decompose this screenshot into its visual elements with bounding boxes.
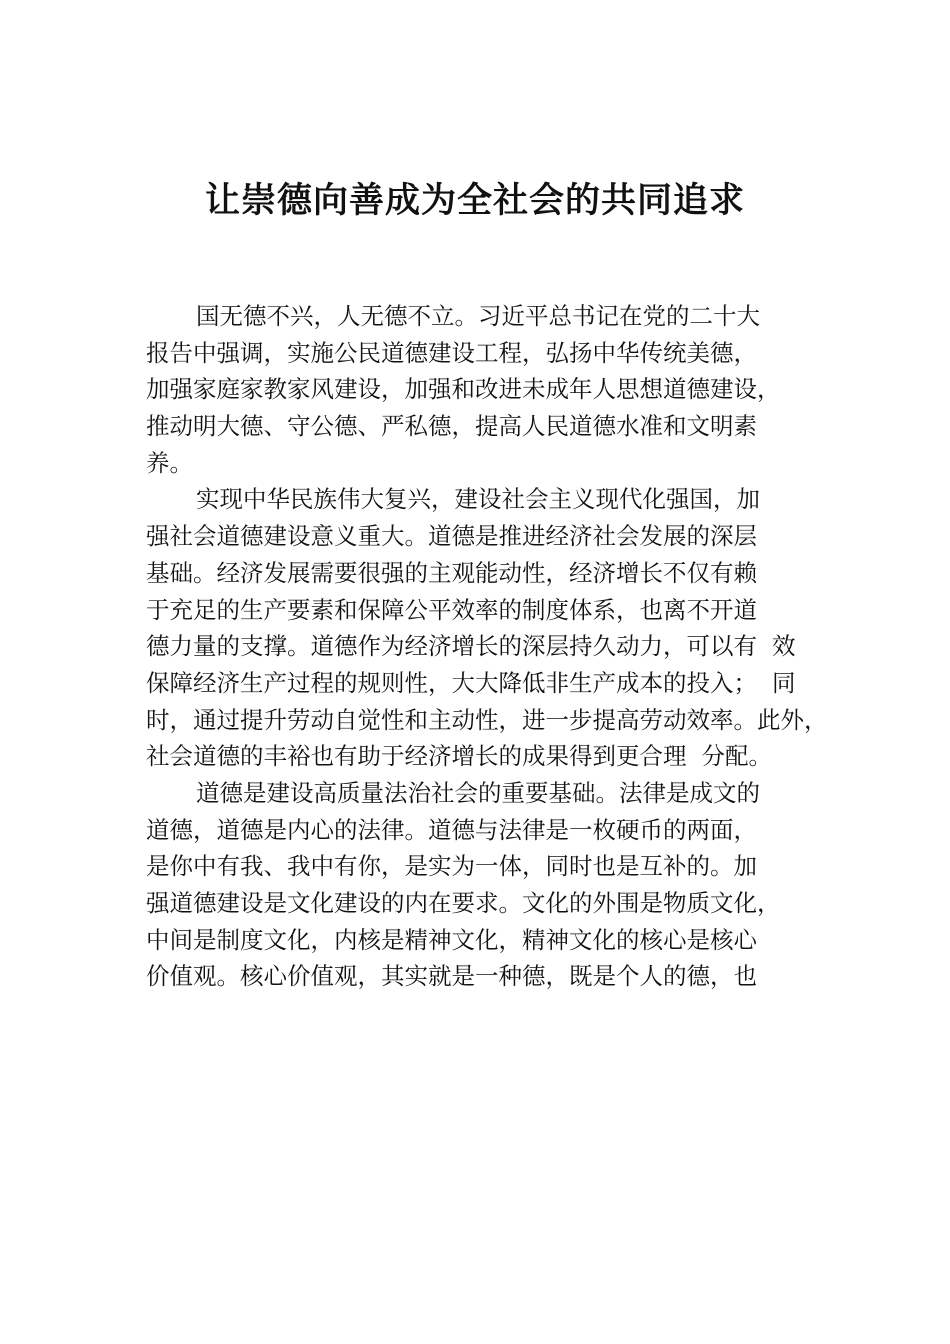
- text-line: 道德，道德是内心的法律。道德与法律是一枚硬币的两面，: [146, 815, 757, 844]
- text-line: 强道德建设是文化建设的内在要求。文化的外围是物质文化，: [146, 889, 781, 917]
- paragraph-3: [146, 775, 846, 995]
- text-line: 于充足的生产要素和保障公平效率的制度体系，也离不开道: [146, 595, 757, 624]
- text-line: 中间是制度文化，内核是精神文化，精神文化的核心是核心: [146, 925, 757, 954]
- text-line: 加强家庭家教家风建设，加强和改进未成年人思想道德建设，: [146, 375, 781, 404]
- document-title: 让崇德向善成为全社会的共同追求: [204, 180, 745, 221]
- text-line: 道德是建设高质量法治社会的重要基础。法律是成文的: [196, 778, 760, 807]
- text-line: 社会道德的丰裕也有助于经济增长的成果得到更合理 分配。: [146, 742, 772, 771]
- paragraph-1: [146, 298, 846, 481]
- text-line: 报告中强调，实施公民道德建设工程，弘扬中华传统美德，: [146, 338, 757, 367]
- text-line: 保障经济生产过程的规则性，大大降低非生产成本的投入； 同: [146, 668, 796, 697]
- text-line: 国无德不兴，人无德不立。习近平总书记在党的二十大: [196, 302, 760, 330]
- text-line: 基础。经济发展需要很强的主观能动性，经济增长不仅有赖: [146, 558, 757, 587]
- text-line: 强社会道德建设意义重大。道德是推进经济社会发展的深层: [146, 522, 757, 551]
- text-line: 实现中华民族伟大复兴，建设社会主义现代化强国，加: [196, 485, 760, 514]
- text-line: 价值观。核心价值观，其实就是一种德，既是个人的德，也: [146, 962, 757, 991]
- text-line: 时，通过提升劳动自觉性和主动性，进一步提高劳动效率。此外，: [146, 705, 828, 734]
- text-line: 养。: [146, 448, 193, 477]
- text-line: 是你中有我、我中有你，是实为一体，同时也是互补的。加: [146, 852, 757, 881]
- text-line: 推动明大德、守公德、严私德，提高人民道德水准和文明素: [146, 412, 757, 441]
- document-body: [146, 298, 846, 995]
- text-line: 德力量的支撑。道德作为经济增长的深层持久动力，可以有 效: [146, 632, 796, 661]
- paragraph-2: [146, 481, 846, 775]
